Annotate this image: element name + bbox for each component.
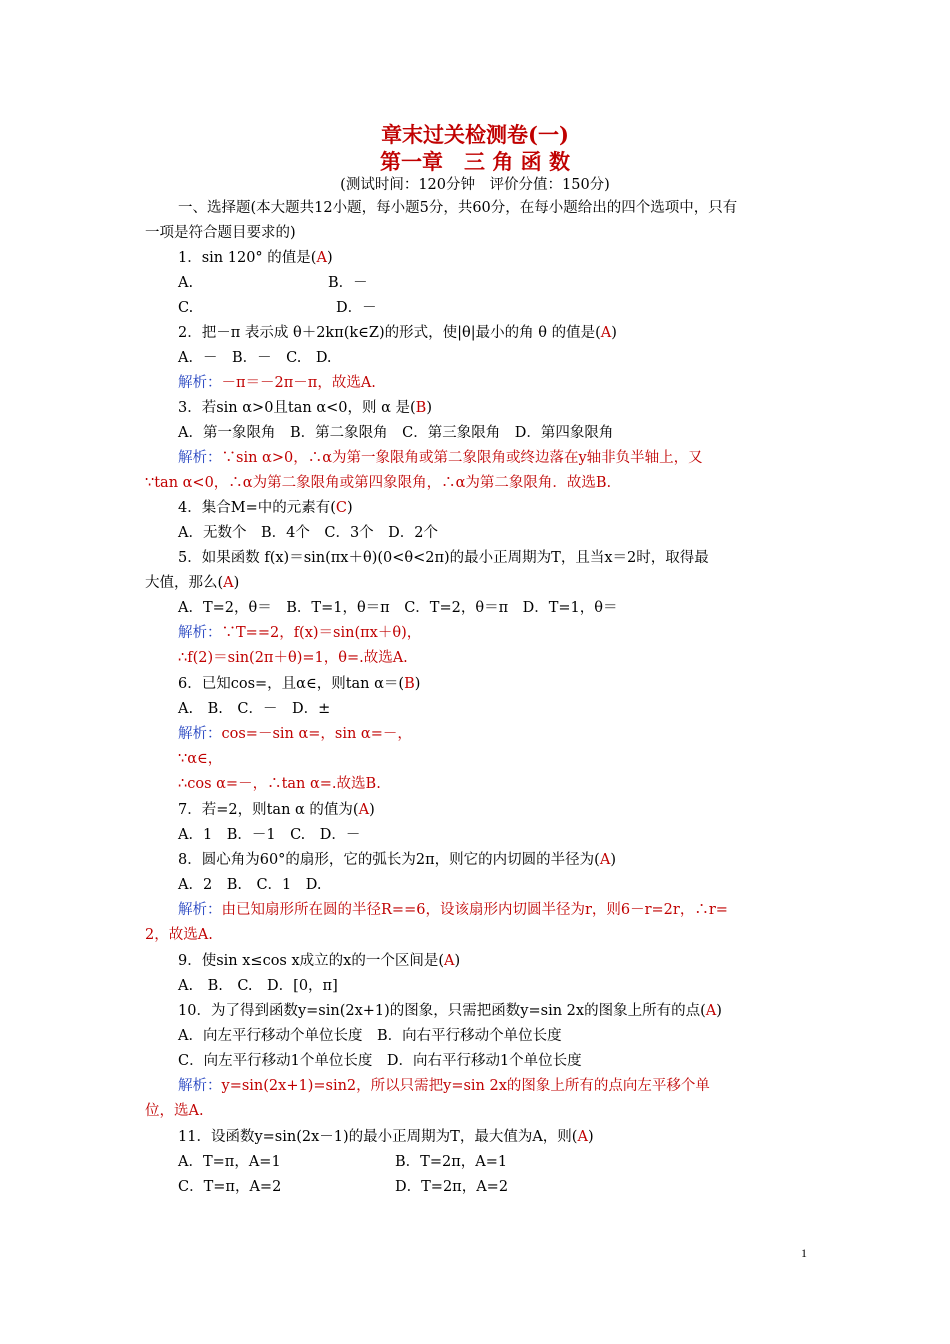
question-1-stem (178, 248, 333, 268)
question-8-stem (178, 850, 616, 870)
section-intro-line2: 一项是符合题目要求的) (145, 225, 296, 241)
question-11-stem (178, 1127, 594, 1147)
question-6-explanation-line2: ∵α∈， (178, 751, 223, 767)
question-3-text: 3．若sin α>0且tan α<0，则 α 是( (178, 400, 416, 416)
question-7-options: A．1 B．－1 C. D．－ (178, 827, 361, 843)
question-4-close: ) (347, 500, 353, 516)
question-8-options: A．2 B. C．1 D. (178, 877, 322, 893)
question-10-explanation-line1 (178, 1076, 710, 1096)
question-8-answer: A (599, 852, 611, 868)
question-11-option-c: C．T=π，A=2 (178, 1179, 282, 1195)
chapter-title: 第一章 三 角 函 数 (380, 149, 570, 174)
question-3-options: A．第一象限角 B．第二象限角 C．第三象限角 D．第四象限角 (178, 425, 614, 441)
question-5-text: 大值，那么( (145, 575, 224, 591)
explanation-label: 解析： (178, 902, 222, 918)
question-7-stem (178, 800, 375, 820)
document-title: 章末过关检测卷(一) (381, 122, 569, 147)
question-2-answer: A (600, 325, 612, 341)
question-1-text: 1．sin 120° 的值是( (178, 250, 317, 266)
question-6-answer: B (404, 676, 415, 692)
explanation-text: cos=－sin α=，sin α=－， (221, 726, 412, 742)
question-2-options: A．－ B．－ C. D. (178, 350, 332, 366)
question-10-options-line1: A．向左平行移动个单位长度 B．向右平行移动个单位长度 (178, 1028, 562, 1044)
question-10-stem (178, 1001, 722, 1021)
question-11-text: 11．设函数y=sin(2x－1)的最小正周期为T，最大值为A，则( (178, 1129, 578, 1145)
question-11-option-b: B．T=2π，A=1 (395, 1154, 508, 1170)
question-10-options-line2: C．向左平行移动1个单位长度 D．向右平行移动1个单位长度 (178, 1053, 582, 1069)
question-1-option-b: B．－ (328, 275, 368, 291)
question-3-explanation-line1 (178, 448, 703, 468)
explanation-label: 解析： (178, 625, 222, 641)
question-9-close: ) (454, 953, 461, 969)
question-2-close: ) (611, 325, 617, 341)
question-4-answer: C (335, 500, 347, 516)
question-3-close: ) (426, 400, 432, 416)
question-2-text: 2．把－π 表示成 θ＋2kπ(k∈Z)的形式，使|θ|最小的角 θ 的值是( (178, 325, 601, 341)
question-1-option-c: C. (178, 300, 194, 316)
question-5-close: ) (233, 575, 240, 591)
question-6-close: ) (414, 676, 421, 692)
question-11-close: ) (587, 1129, 594, 1145)
explanation-label: 解析： (178, 1078, 222, 1094)
question-4-options: A．无数个 B．4个 C．3个 D．2个 (178, 525, 439, 541)
explanation-text: y=sin(2x+1)=sin2，所以只需把y=sin 2x的图象上所有的点向左平移个单 (221, 1078, 710, 1094)
question-5-options: A．T=2，θ＝ B．T=1，θ＝π C．T=2，θ＝π D．T=1，θ＝ (178, 600, 618, 616)
explanation-text: ∵sin α>0，∴α为第一象限角或第二象限角或终边落在y轴非负半轴上，又 (221, 450, 703, 466)
explanation-label: 解析： (178, 375, 222, 391)
page-number: 1 (801, 1246, 807, 1260)
question-5-stem-line2 (145, 573, 239, 593)
question-6-explanation-line1 (178, 724, 412, 744)
question-6-explanation-line3: ∴cos α=－，∴tan α=.故选B. (178, 776, 381, 792)
question-6-options: A. B. C．－ D．± (178, 701, 331, 717)
question-8-close: ) (610, 852, 616, 868)
question-5-explanation-line2: ∴f(2)＝sin(2π＋θ)=1，θ=.故选A. (178, 650, 408, 666)
question-10-answer: A (705, 1003, 717, 1019)
question-4-text: 4．集合M=中的元素有( (178, 500, 336, 516)
question-1-answer: A (316, 250, 327, 266)
test-info: (测试时间：120分钟 评价分值：150分) (340, 177, 610, 193)
question-7-text: 7．若=2，则tan α 的值为( (178, 802, 359, 818)
section-intro-line1: 一、选择题(本大题共12小题，每小题5分，共60分，在每小题给出的四个选项中，只有 (178, 200, 738, 216)
question-10-close: ) (716, 1003, 722, 1019)
question-11-answer: A (577, 1129, 588, 1145)
explanation-text: －π＝－2π－π，故选A. (221, 375, 376, 391)
question-6-stem (178, 674, 420, 694)
question-5-answer: A (223, 575, 234, 591)
question-10-explanation-line2: 位，选A. (145, 1103, 204, 1119)
question-11-option-a: A．T=π，A=1 (178, 1154, 281, 1170)
question-9-text: 9．使sin x≤cos x成立的x的一个区间是( (178, 953, 444, 969)
question-9-answer: A (444, 953, 455, 969)
question-1-close: ) (326, 250, 333, 266)
question-8-explanation-line1 (178, 900, 728, 920)
explanation-label: 解析： (178, 726, 222, 742)
question-11-option-d: D．T=2π，A=2 (395, 1179, 509, 1195)
question-5-explanation-line1 (178, 623, 421, 643)
explanation-label: 解析： (178, 450, 222, 466)
question-7-answer: A (358, 802, 370, 818)
question-10-text: 10．为了得到函数y=sin(2x+1)的图象，只需把函数y=sin 2x的图象上所有的点( (178, 1003, 706, 1019)
explanation-text: 由已知扇形所在圆的半径R==6，设该扇形内切圆半径为r，则6－r=2r，∴r= (221, 902, 728, 918)
question-5-stem-line1: 5．如果函数 f(x)＝sin(πx＋θ)(0<θ<2π)的最小正周期为T，且当x＝2时，取得最 (178, 550, 709, 566)
question-8-text: 8．圆心角为60°的扇形，它的弧长为2π，则它的内切圆的半径为( (178, 852, 600, 868)
question-2-stem (178, 323, 617, 343)
question-7-close: ) (369, 802, 375, 818)
question-9-options: A. B. C. D．[0，π] (178, 978, 338, 994)
explanation-text: ∵T==2，f(x)＝sin(πx＋θ)， (221, 625, 422, 641)
question-2-explanation (178, 373, 376, 393)
question-1-option-a: A. (178, 275, 194, 291)
question-9-stem (178, 951, 460, 971)
question-6-text: 6．已知cos=，且α∈，则tan α＝( (178, 676, 405, 692)
question-4-stem (178, 498, 353, 518)
question-3-answer: B (415, 400, 427, 416)
question-1-option-d: D．－ (336, 300, 377, 316)
question-3-stem (178, 398, 432, 418)
question-8-explanation-line2: 2，故选A. (145, 927, 213, 943)
question-3-explanation-line2: ∵tan α<0，∴α为第二象限角或第四象限角，∴α为第二象限角．故选B. (145, 475, 612, 491)
